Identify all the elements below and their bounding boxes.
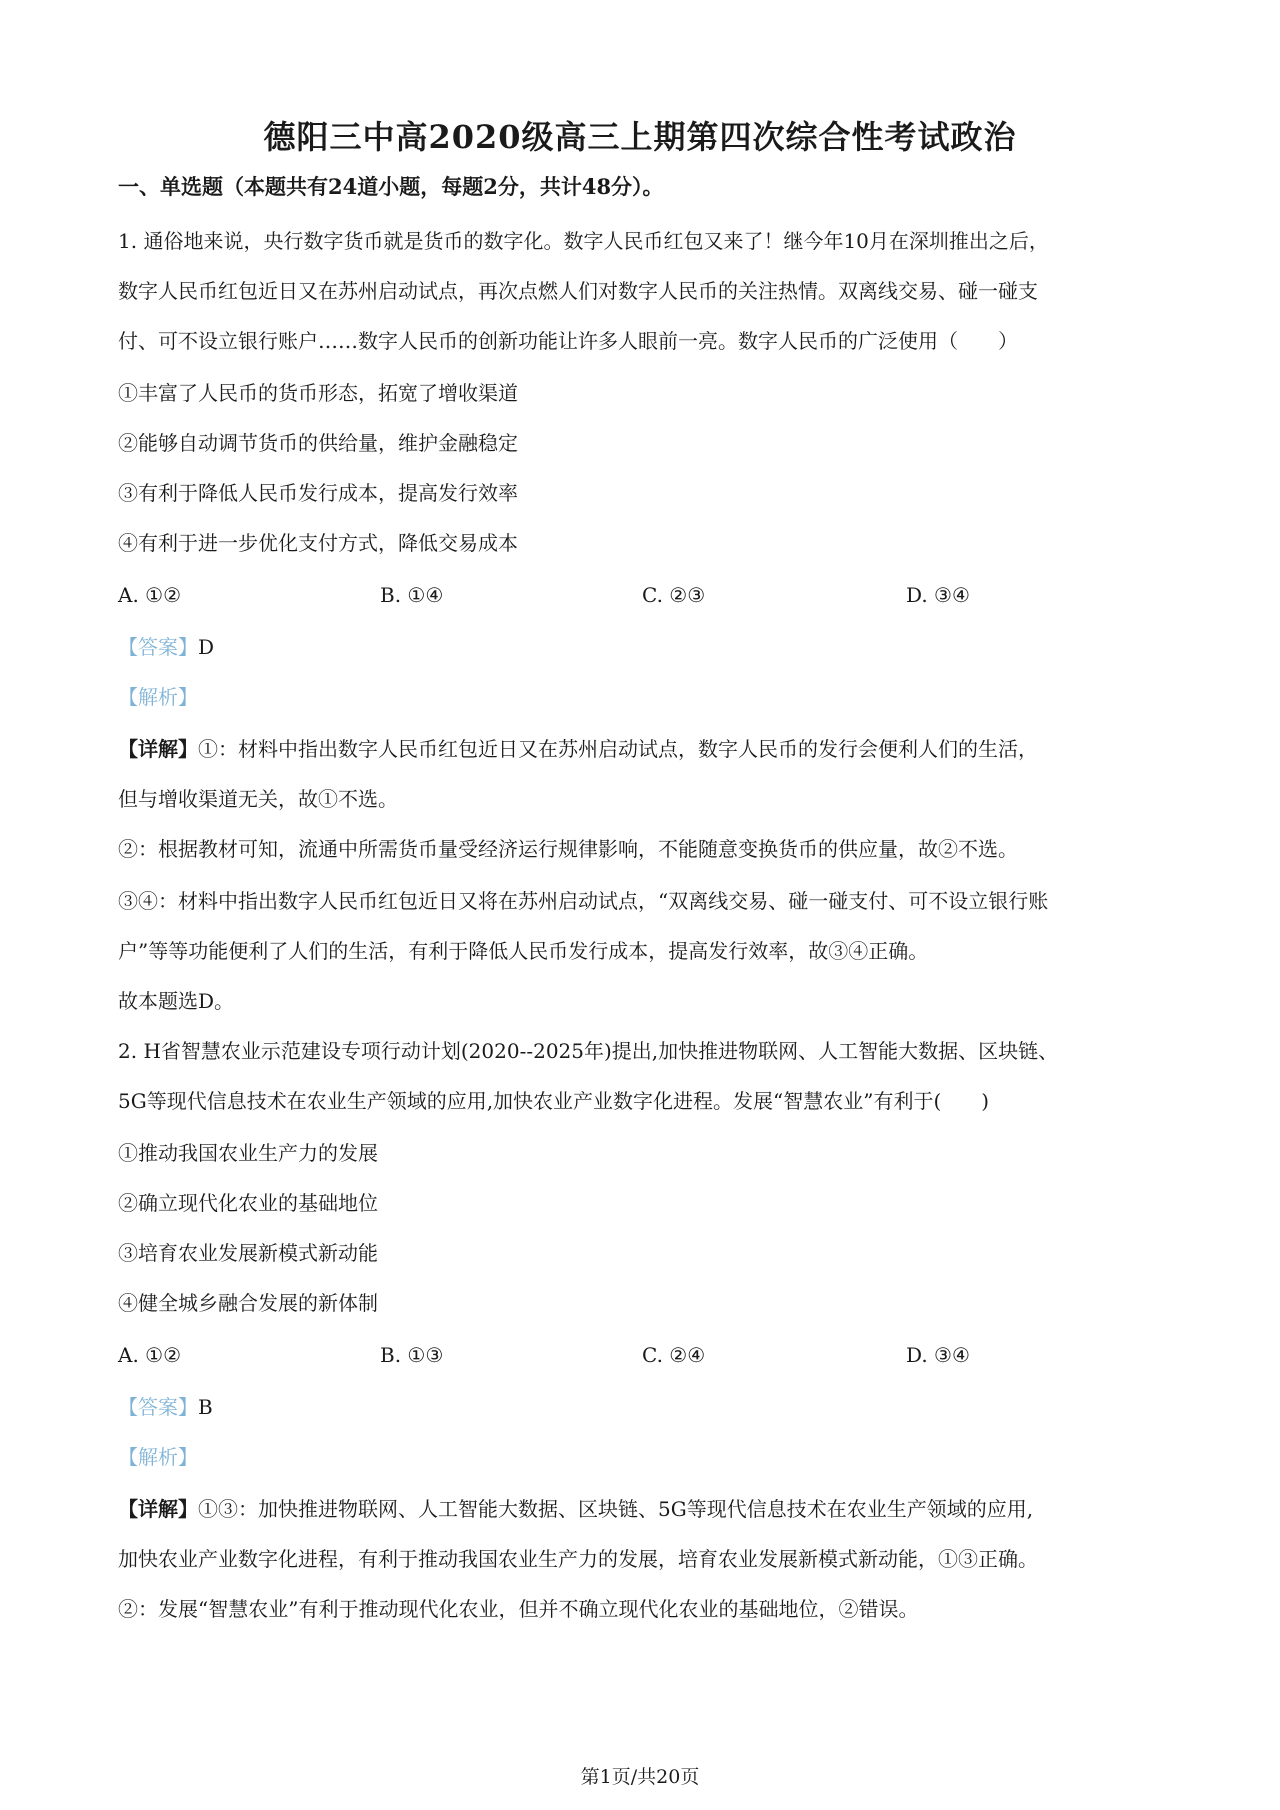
q1-detail-line: 但与增收渠道无关，故①不选。: [118, 787, 398, 811]
q2-stem-line: 2. H省智慧农业示范建设专项行动计划(2020--2025年)提出,加快推进物联网、人工智能大数据、区块链、: [118, 1039, 1059, 1063]
q2-answer: [118, 1392, 1180, 1422]
q1-answer: [118, 632, 1180, 662]
answer-value: B: [198, 1395, 213, 1419]
q1-analysis: [118, 682, 1180, 712]
q1-detail-line: ③④：材料中指出数字人民币红包近日又将在苏州启动试点，“双离线交易、碰一碰支付、可不设立银行账: [118, 889, 1049, 913]
q2-option-c: C. ②④: [642, 1343, 706, 1367]
q1-option-b: B. ①④: [380, 583, 444, 607]
q2-statement: ①推动我国农业生产力的发展: [118, 1141, 378, 1165]
answer-label: 【答案】: [118, 1395, 198, 1419]
q2-statement: ②确立现代化农业的基础地位: [118, 1191, 378, 1215]
q1-detail-line: [118, 734, 1180, 764]
q1-detail-line: 故本题选D。: [118, 989, 235, 1013]
q1-statement: ①丰富了人民币的货币形态，拓宽了增收渠道: [118, 381, 518, 405]
q2-option-d: D. ③④: [906, 1343, 970, 1367]
answer-value: D: [198, 635, 215, 659]
q2-statement: ③培育农业发展新模式新动能: [118, 1241, 378, 1265]
answer-label: 【答案】: [118, 635, 198, 659]
q1-option-d: D. ③④: [906, 583, 970, 607]
q1-detail-line: ②：根据教材可知，流通中所需货币量受经济运行规律影响，不能随意变换货币的供应量，故②不选。: [118, 837, 1018, 861]
q1-stem-line: 1. 通俗地来说，央行数字货币就是货币的数字化。数字人民币红包又来了！继今年10月在深圳推出之后，: [118, 229, 1049, 253]
q2-detail-line: ②：发展“智慧农业”有利于推动现代化农业，但并不确立现代化农业的基础地位，②错误。: [118, 1597, 919, 1621]
q2-detail-line: 加快农业产业数字化进程，有利于推动我国农业生产力的发展，培育农业发展新模式新动能，①③正确。: [118, 1547, 1038, 1571]
q2-detail-line: [118, 1494, 1180, 1524]
q1-detail-line: 户”等等功能便利了人们的生活，有利于降低人民币发行成本，提高发行效率，故③④正确。: [118, 939, 929, 963]
detail-label: 【详解】: [118, 737, 198, 761]
page-footer: 第1页/共20页: [580, 1766, 700, 1788]
q2-statement: ④健全城乡融合发展的新体制: [118, 1291, 378, 1315]
q1-statement: ③有利于降低人民币发行成本，提高发行效率: [118, 481, 518, 505]
q1-statement: ④有利于进一步优化支付方式，降低交易成本: [118, 531, 518, 555]
q1-stem-line: 付、可不设立银行账户……数字人民币的创新功能让许多人眼前一亮。数字人民币的广泛使用（ ）: [118, 329, 1018, 353]
analysis-label: 【解析】: [118, 1445, 198, 1469]
detail-text: ①：材料中指出数字人民币红包近日又在苏州启动试点，数字人民币的发行会便利人们的生活，: [198, 737, 1038, 761]
q2-option-b: B. ①③: [380, 1343, 444, 1367]
document-title: 德阳三中高2020级高三上期第四次综合性考试政治: [263, 118, 1017, 156]
q1-option-a: A. ①②: [118, 583, 182, 607]
q2-analysis: [118, 1442, 1180, 1472]
q1-option-c: C. ②③: [642, 583, 706, 607]
q2-option-a: A. ①②: [118, 1343, 182, 1367]
q1-statement: ②能够自动调节货币的供给量，维护金融稳定: [118, 431, 518, 455]
q1-stem-line: 数字人民币红包近日又在苏州启动试点，再次点燃人们对数字人民币的关注热情。双离线交易、碰一碰支: [118, 279, 1038, 303]
detail-label: 【详解】: [118, 1497, 198, 1521]
q2-stem-line: 5G等现代信息技术在农业生产领域的应用,加快农业产业数字化进程。发展“智慧农业”有利于( ): [118, 1089, 990, 1113]
analysis-label: 【解析】: [118, 685, 198, 709]
detail-text: ①③：加快推进物联网、人工智能大数据、区块链、5G等现代信息技术在农业生产领域的应用,: [198, 1497, 1034, 1521]
section-heading: 一、单选题（本题共有24道小题，每题2分，共计48分）。: [118, 174, 664, 199]
